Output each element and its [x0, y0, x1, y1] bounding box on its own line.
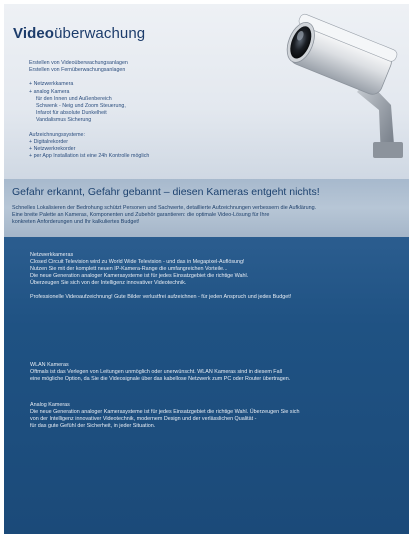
- brand-title-rest: überwachung: [54, 25, 146, 42]
- banner-line: konkreten Anforderungen und Ihr kalkuliertes Budget!: [12, 219, 140, 225]
- hero-section: [4, 4, 409, 179]
- section-line: Oftmals ist das Verlegen von Leitungen unmöglich oder unerwünscht. WLAN Kameras sind in diesem Fall: [30, 368, 282, 375]
- hero-line: Erstellen von Videoüberwachungsanlagen: [29, 60, 128, 66]
- hero-line: Vandalismus Sicherung: [36, 117, 92, 124]
- security-camera-icon: [269, 10, 409, 160]
- section-line: Die neue Generation analoger Kamerasysteme ist für jedes Einsatzgebiet die richtige Wahl.: [30, 272, 249, 279]
- hero-line: Erstellen von Fernüberwachungsanlagen: [29, 67, 126, 74]
- section-line: Closed Circuit Television wird zu World Wide Television - und das in Megapixel-Auflösung!: [30, 258, 245, 265]
- section-line: von der Intelligenz innovativer Videotechnik, modernem Design und der verlässlichen Qualität -: [30, 415, 257, 422]
- hero-line: + Netzwerkkamera: [29, 81, 74, 88]
- section-line: Überzeugen Sie sich von der Intelligenz innovativer Videotechnik.: [30, 279, 187, 286]
- section-title[interactable]: Netzwerkkameras: [30, 252, 74, 258]
- banner-line: Schnelles Lokalisieren der Bedrohung schützt Personen und Sachwerte, detaillierte Aufzeichnungen verbessern die Aufklärung.: [12, 205, 317, 211]
- hero-line: Infarot für absolute Dunkelheit: [36, 110, 107, 117]
- page: [4, 4, 409, 534]
- hero-line: + per App Installation ist eine 24h Kontrolle möglich: [29, 153, 150, 160]
- hero-line: + Netzwerkrekorder: [29, 146, 76, 153]
- hero-line: + Digitalrekorder: [29, 138, 69, 145]
- banner-line: Eine breite Palette an Kameras, Komponenten und Zubehör garantieren: die optimale Video-Lösung für Ihre: [12, 212, 270, 218]
- hero-line: Aufzeichnungssysteme:: [29, 131, 85, 138]
- hero-gap: [29, 125, 259, 132]
- section-title[interactable]: WLAN Kameras: [30, 362, 69, 368]
- section-line: Professionelle Videoaufzeichnung! Gute Bilder verlustfrei aufzeichnen - für jeden Anspruch und jedes Budget!: [30, 293, 292, 300]
- section-network-cameras: [30, 252, 400, 300]
- section-line: für das gute Gefühl der Sicherheit, in jeder Situation.: [30, 422, 156, 429]
- section-line: Die neue Generation analoger Kamerasysteme ist für jedes Einsatzgebiet die richtige Wahl. Überzeugen Sie sich: [30, 408, 300, 415]
- hero-gap: [29, 74, 259, 81]
- section-gap: [30, 287, 400, 294]
- section-line: Nutzen Sie mit der komplett neuen IP-Kamera-Range die umfangreichen Vorteile...: [30, 265, 228, 272]
- content-area: [4, 237, 409, 534]
- section-line: eine mögliche Option, da Sie die Videosignale über das kabellose Netzwerk zum PC oder Router übertragen.: [30, 375, 291, 382]
- section-wlan-cameras: [30, 362, 400, 383]
- banner-text: [12, 205, 409, 226]
- hero-line: Schwenk - Neig und Zoom Steuerung,: [36, 103, 126, 110]
- hero-line: für den Innen und Außenbereich: [36, 95, 112, 102]
- brand-title-bold: Video: [13, 25, 55, 42]
- section-analog-cameras: [30, 402, 400, 430]
- hero-line: + analog Kamera: [29, 88, 70, 95]
- banner-title: Gefahr erkannt, Gefahr gebannt – diesen Kameras entgeht nichts!: [12, 186, 320, 198]
- brand-title[interactable]: [13, 25, 145, 42]
- hero-text: [29, 60, 259, 160]
- section-title[interactable]: Analog Kameras: [30, 402, 70, 408]
- headline-banner: [4, 179, 409, 237]
